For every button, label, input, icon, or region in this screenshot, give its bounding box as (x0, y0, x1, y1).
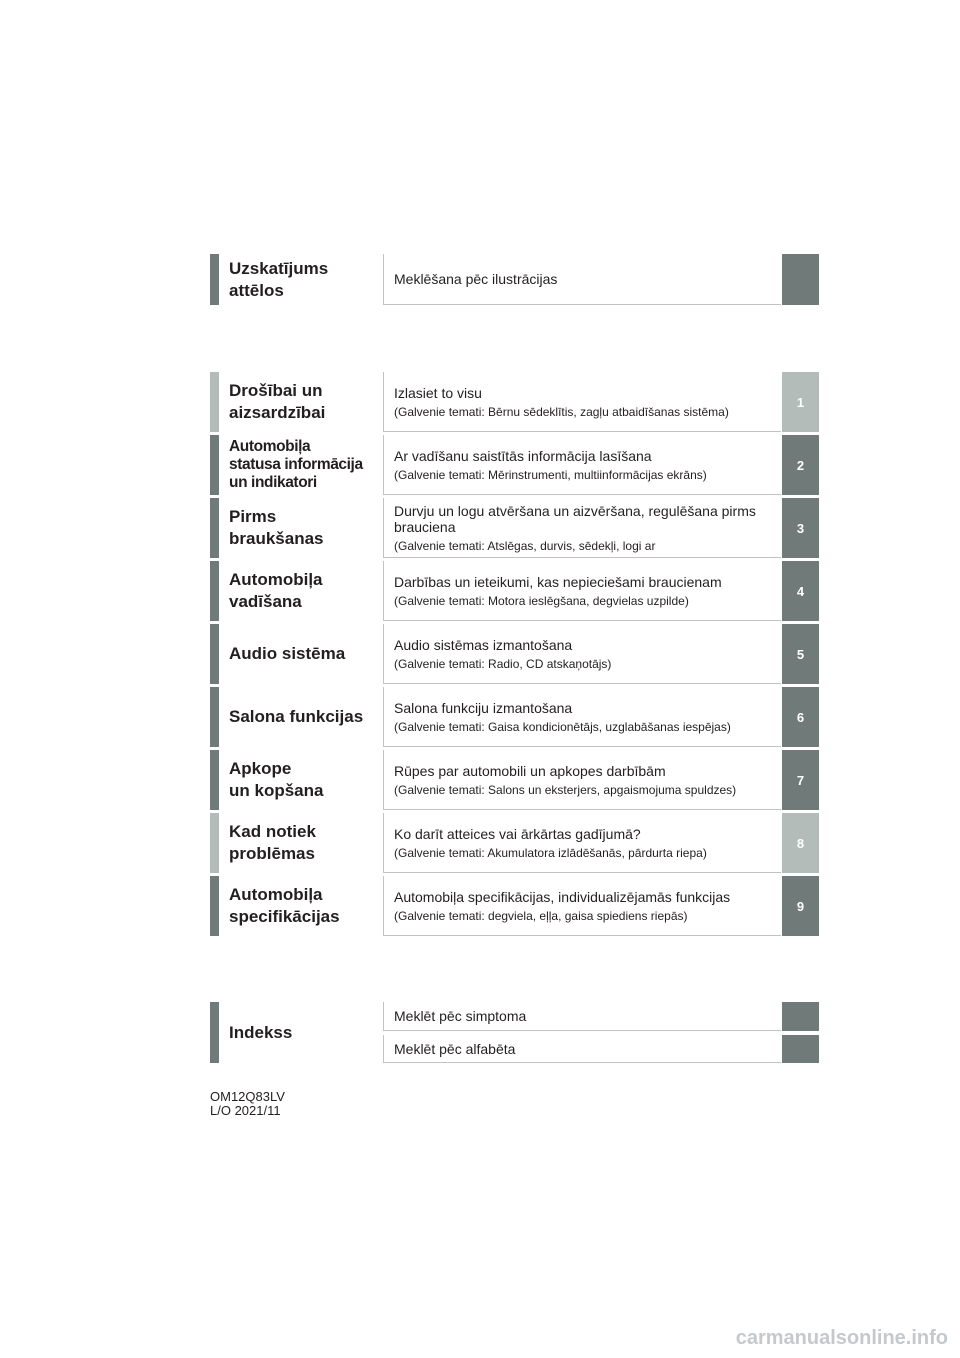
chapter-desc-box (383, 372, 781, 432)
chapter-title: Automobiļa statusa informācija un indikatori (229, 438, 363, 491)
section-bar (210, 876, 219, 936)
chapter-tab[interactable]: 8 (782, 813, 819, 873)
chapter-desc-sub: (Galvenie temati: degviela, eļļa, gaisa spiediens riepās) (394, 908, 688, 923)
index-item-symptom[interactable] (210, 1002, 819, 1031)
chapter-desc-main: Automobiļa specifikācijas, individualizējamās funkcijas (394, 888, 731, 905)
chapter-desc-main: Ar vadīšanu saistītās informācija lasīšana (394, 447, 652, 464)
chapter-desc-main: Audio sistēmas izmantošana (394, 636, 573, 653)
chapter-desc-main: Rūpes par automobili un apkopes darbībām (394, 762, 666, 779)
index-item-label: Meklēt pēc simptoma (394, 1008, 527, 1024)
chapter-desc-box (383, 813, 781, 873)
watermark: carmanualsonline.info (735, 1327, 948, 1349)
index-tab-alphabet[interactable] (782, 1035, 819, 1063)
section-bar (210, 372, 219, 432)
index-tab-symptom[interactable] (782, 1002, 819, 1031)
overview-title: Uzskatījums attēlos (229, 258, 329, 300)
chapter-desc-main: Darbības un ieteikumi, kas nepieciešami braucienam (394, 573, 722, 590)
chapter-tab[interactable]: 6 (782, 687, 819, 747)
index-item-label: Meklēt pēc alfabēta (394, 1040, 516, 1057)
overview-tab[interactable] (782, 254, 819, 305)
section-bar (210, 498, 219, 558)
manual-date: L/O 2021/11 (210, 1103, 281, 1118)
chapter-title: Automobiļa specifikācijas (229, 885, 340, 926)
chapter-tab[interactable]: 4 (782, 561, 819, 621)
overview-desc-box (383, 254, 781, 305)
chapter-tab[interactable]: 2 (782, 435, 819, 495)
section-bar (210, 624, 219, 684)
chapter-row-4[interactable] (210, 561, 819, 621)
footer (210, 1090, 285, 1118)
section-bar (210, 561, 219, 621)
chapter-row-8[interactable] (210, 813, 819, 873)
chapter-title: Automobiļa vadīšana (229, 570, 323, 611)
section-bar (210, 813, 219, 873)
chapter-desc-sub: (Galvenie temati: Gaisa kondicionētājs, uzglabāšanas iespējas) (394, 719, 731, 734)
chapter-desc-main: Durvju un logu atvēršana un aizvēršana, regulēšana pirms brauciena (394, 502, 756, 535)
chapter-tab[interactable]: 3 (782, 498, 819, 558)
chapter-desc-box (383, 876, 781, 936)
chapter-title: Salona funkcijas (229, 707, 364, 726)
chapter-desc-box (383, 561, 781, 621)
chapter-row-1[interactable] (210, 372, 819, 432)
chapter-tab[interactable]: 9 (782, 876, 819, 936)
chapter-tab[interactable]: 5 (782, 624, 819, 684)
index-title: Indekss (229, 1022, 293, 1042)
chapter-desc-sub: (Galvenie temati: Radio, CD atskaņotājs) (394, 656, 612, 671)
section-bar (210, 254, 219, 305)
chapter-title: Pirms braukšanas (229, 507, 324, 548)
chapter-row-2[interactable] (210, 435, 819, 495)
chapter-desc-sub: (Galvenie temati: Mērinstrumenti, multiinformācijas ekrāns) (394, 467, 707, 482)
section-bar (210, 435, 219, 495)
chapter-desc-main: Izlasiet to visu (394, 384, 482, 401)
chapter-row-9[interactable] (210, 876, 819, 936)
chapter-title: Drošībai un aizsardzībai (229, 381, 326, 422)
index-item-box (383, 1002, 781, 1031)
chapter-desc-sub: (Galvenie temati: Salons un eksterjers, apgaismojuma spuldzes) (394, 782, 737, 797)
overview-row[interactable] (210, 254, 819, 305)
chapter-desc-box (383, 687, 781, 747)
chapter-desc-main: Ko darīt atteices vai ārkārtas gadījumā? (394, 825, 641, 842)
chapter-desc-box (383, 498, 781, 558)
overview-desc: Meklēšana pēc ilustrācijas (394, 271, 558, 287)
section-bar (210, 687, 219, 747)
chapter-desc-box (383, 435, 781, 495)
chapter-row-5[interactable] (210, 624, 819, 684)
chapter-desc-sub: (Galvenie temati: Bērnu sēdeklītis, zagļu atbaidīšanas sistēma) (394, 404, 729, 419)
chapter-desc-box (383, 624, 781, 684)
index-item-alphabet[interactable] (210, 1035, 819, 1063)
chapter-title: Audio sistēma (229, 644, 346, 663)
chapter-desc-main: Salona funkciju izmantošana (394, 699, 573, 716)
chapter-title: Apkope un kopšana (229, 759, 324, 800)
chapter-title: Kad notiek problēmas (229, 822, 316, 863)
section-bar (210, 750, 219, 810)
chapter-desc-box (383, 750, 781, 810)
chapter-row-3[interactable] (210, 498, 819, 558)
chapter-desc-sub: (Galvenie temati: Motora ieslēgšana, degvielas uzpilde) (394, 593, 689, 608)
index-item-box (383, 1035, 781, 1063)
chapter-row-7[interactable] (210, 750, 819, 810)
chapter-desc-sub: (Galvenie temati: Atslēgas, durvis, sēdekļi, logi ar (394, 538, 656, 553)
manual-code: OM12Q83LV (210, 1089, 285, 1104)
chapter-tab[interactable]: 7 (782, 750, 819, 810)
chapter-tab[interactable]: 1 (782, 372, 819, 432)
chapter-row-6[interactable] (210, 687, 819, 747)
chapter-desc-sub: (Galvenie temati: Akumulatora izlādēšanās, pārdurta riepa) (394, 845, 707, 860)
